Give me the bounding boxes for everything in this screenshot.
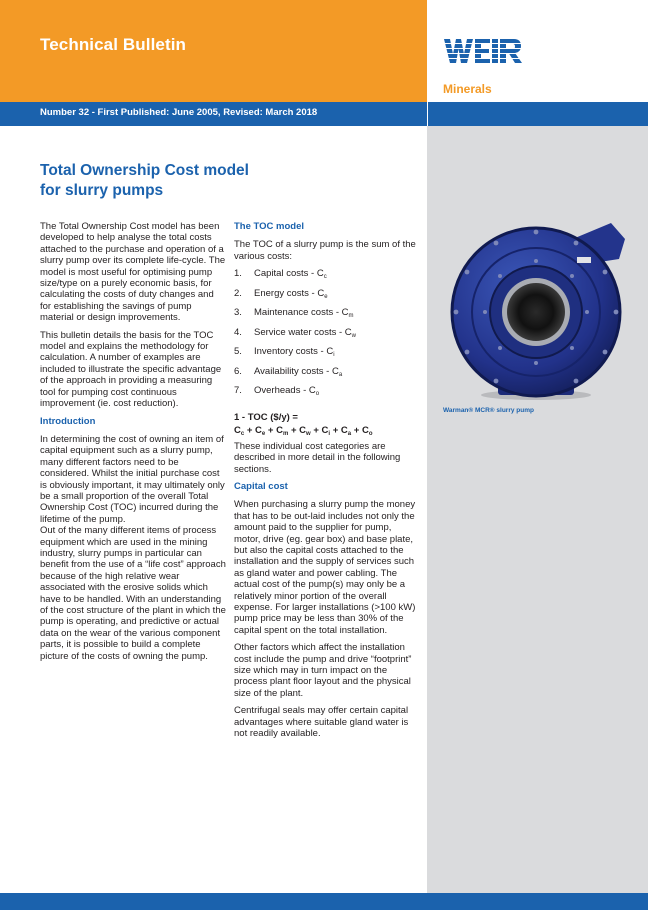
- cost-list-number: 6.: [234, 365, 242, 377]
- formula-term: C: [321, 424, 329, 436]
- cost-list-text: Maintenance costs - $C_m$: [254, 307, 354, 320]
- cost-list-text: Inventory costs - $C_i$: [254, 346, 335, 359]
- capital-paragraph-3: Centrifugal seals may offer certain capital advantages where suitable gland water is not readily available.: [234, 705, 409, 740]
- bar-divider: [427, 102, 428, 126]
- cost-list-item: [234, 346, 420, 366]
- cost-list-item: [234, 268, 420, 288]
- cost-list-number: 4.: [234, 326, 242, 338]
- weir-logo: [444, 39, 522, 63]
- cost-list-number: 7.: [234, 385, 242, 397]
- formula-term: C: [255, 424, 262, 436]
- middle-column: [234, 221, 420, 745]
- cost-list-item: [234, 288, 420, 308]
- intro-paragraph-2: This bulletin details the basis for the TOC model and explains the methodology for calculation. A number of examples are included to illustrate the specific advantage of the approach in providing a measuring tool for pumping cost continuous improvement (ie. cost reduction).: [40, 329, 222, 410]
- toc-heading: The TOC model: [234, 221, 305, 232]
- cost-list-number: 5.: [234, 346, 242, 358]
- document-title-line2: for slurry pumps: [40, 182, 164, 199]
- cost-list-number: 3.: [234, 307, 242, 319]
- cost-list-text: Availability costs - $C_a$: [254, 365, 343, 378]
- slurry-pump-image: [443, 215, 629, 401]
- intro-paragraph-4: Out of the many different items of process equipment which are used in the mining industry, slurry pumps in particular can benefit from the use of a “life cost” approach because of the high relative wear associated with the erosive solids which have to be handled. With an understanding of the cost structure of the plant in which the pump is operating, and predictive or actual data on the wear of the various component parts, it is possible to build a complete picture of the costs of owning the pump.: [40, 525, 226, 662]
- cost-list-item: [234, 307, 420, 327]
- formula-term: C: [361, 424, 369, 436]
- toc-formula: [234, 411, 420, 437]
- toc-after: These individual cost categories are described in more detail in the following sections.: [234, 440, 401, 475]
- formula-line-2: $C_c + C_e + C_m + C_w + C_i + C_a + C_o$: [234, 424, 373, 437]
- formula-term: C: [234, 424, 241, 436]
- cost-list-text: Overheads - $C_o$: [254, 385, 320, 398]
- capital-cost-heading: Capital cost: [234, 480, 288, 492]
- cost-list: [234, 268, 420, 405]
- left-column: [40, 221, 226, 662]
- document-title: [40, 161, 249, 201]
- cost-list-number: 2.: [234, 287, 242, 299]
- cost-list-item: [234, 385, 420, 405]
- cost-list-text: Service water costs - $C_w$: [254, 326, 357, 339]
- cost-list-item: [234, 327, 420, 347]
- bulletin-title: Technical Bulletin: [40, 35, 187, 54]
- brand-division: Minerals: [443, 82, 492, 96]
- footer-bar: [0, 893, 648, 910]
- cost-list-text: Energy costs - $C_e$: [254, 287, 328, 300]
- formula-line-1: 1 - TOC ($/y) =: [234, 411, 298, 423]
- cost-list-item: [234, 366, 420, 386]
- formula-term: C: [340, 424, 348, 436]
- capital-paragraph-2: Other factors which affect the installation cost include the pump and drive “footprint” size which may in turn impact on the process plant floor layout and the physical size of the plant.: [234, 642, 412, 699]
- intro-paragraph-3: In determining the cost of owning an item of capital equipment such as a slurry pump, many different factors need to be considered. Whilst the initial purchase cost is obviously important, it may ultimately only be a small proportion of the overall Total Ownership Cost (TOC) incurred during the lifetime of the pump.: [40, 433, 225, 525]
- cost-list-text: Capital costs - $C_c$: [254, 268, 327, 281]
- toc-lead: The TOC of a slurry pump is the sum of the various costs:: [234, 239, 416, 262]
- document-title-line1: Total Ownership Cost model: [40, 162, 249, 179]
- cost-list-number: 1.: [234, 268, 242, 280]
- figure-caption: Warman® MCR® slurry pump: [443, 407, 534, 414]
- introduction-heading: Introduction: [40, 415, 96, 427]
- formula-term: C: [276, 424, 283, 436]
- capital-paragraph-1: When purchasing a slurry pump the money that has to be out-laid includes not only the amount paid to the supplier for pump, motor, drive (eg. gear box) and base plate, but also the capital costs attached to the installation and the supply of services such as gland water and power cabling. The actual cost of the pump(s) may only be a relatively minor portion of the overall expense. For larger installations (>100 kW) pump price may be less than 30% of the capital spent on the total installation.: [234, 499, 416, 636]
- publication-info: Number 32 - First Published: June 2005, Revised: March 2018: [40, 107, 318, 118]
- formula-term: C: [299, 424, 307, 436]
- intro-paragraph-1: The Total Ownership Cost model has been developed to help analyse the total costs attached to the purchase and operation of a slurry pump over its complete life-cycle. The model is most useful for optimising pump size/type on a purely economic basis, for calculating the costs of duty changes and for establishing the savings of pump material or design improvements.: [40, 221, 226, 324]
